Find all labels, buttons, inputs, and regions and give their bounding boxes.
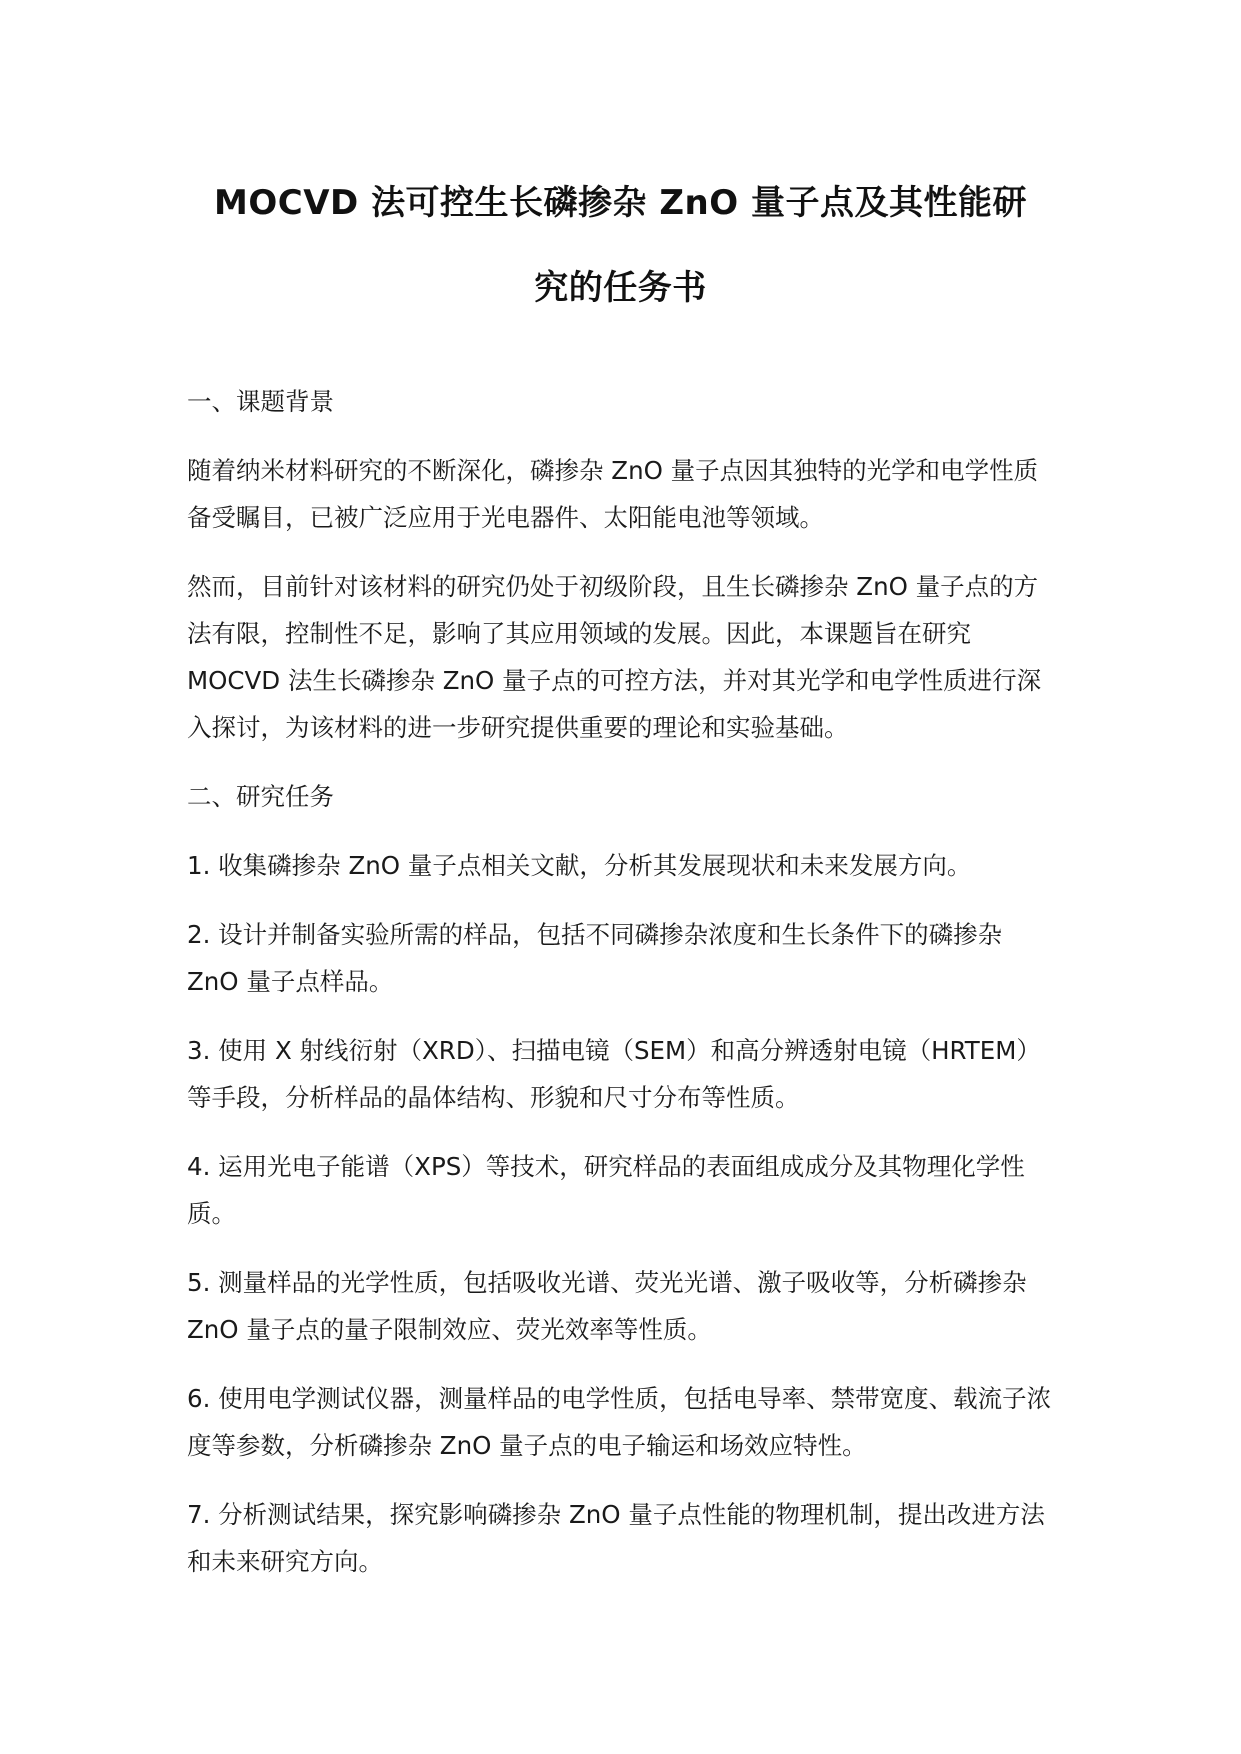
task-item-6: 6. 使用电学测试仪器，测量样品的电学性质，包括电导率、禁带宽度、载流子浓度等参数，分析磷掺杂 ZnO 量子点的电子输运和场效应特性。	[187, 1384, 1052, 1460]
task-item-4: 4. 运用光电子能谱（XPS）等技术，研究样品的表面组成成分及其物理化学性质。	[187, 1152, 1025, 1228]
task-item-7: 7. 分析测试结果，探究影响磷掺杂 ZnO 量子点性能的物理机制，提出改进方法和未来研究方向。	[187, 1500, 1045, 1576]
background-paragraph-2: 然而，目前针对该材料的研究仍处于初级阶段，且生长磷掺杂 ZnO 量子点的方法有限，控制性不足，影响了其应用领域的发展。因此，本课题旨在研究 MOCVD 法生长磷掺杂 ZnO 量子点的可控方法，并对其光学和电学性质进行深入探讨，为该材料的进一步研究提供重要的理论和实验基础。	[187, 572, 1042, 742]
document-title-line-2: 究的任务书	[534, 268, 707, 308]
document-body	[187, 378, 1053, 1607]
document-title-line-1: MOCVD 法可控生长磷掺杂 ZnO 量子点及其性能研	[214, 183, 1027, 223]
background-paragraph-1: 随着纳米材料研究的不断深化，磷掺杂 ZnO 量子点因其独特的光学和电学性质备受瞩目，已被广泛应用于光电器件、太阳能电池等领域。	[187, 456, 1039, 532]
task-item-3: 3. 使用 X 射线衍射（XRD）、扫描电镜（SEM）和高分辨透射电镜（HRTEM）等手段，分析样品的晶体结构、形貌和尺寸分布等性质。	[187, 1036, 1041, 1112]
task-item-1: 1. 收集磷掺杂 ZnO 量子点相关文献，分析其发展现状和未来发展方向。	[187, 851, 972, 880]
task-item-5: 5. 测量样品的光学性质，包括吸收光谱、荧光光谱、激子吸收等，分析磷掺杂 ZnO 量子点的量子限制效应、荧光效率等性质。	[187, 1268, 1027, 1344]
task-item-2: 2. 设计并制备实验所需的样品，包括不同磷掺杂浓度和生长条件下的磷掺杂 ZnO 量子点样品。	[187, 920, 1003, 996]
section-heading-tasks: 二、研究任务	[187, 782, 334, 811]
section-heading-background: 一、课题背景	[187, 387, 334, 416]
